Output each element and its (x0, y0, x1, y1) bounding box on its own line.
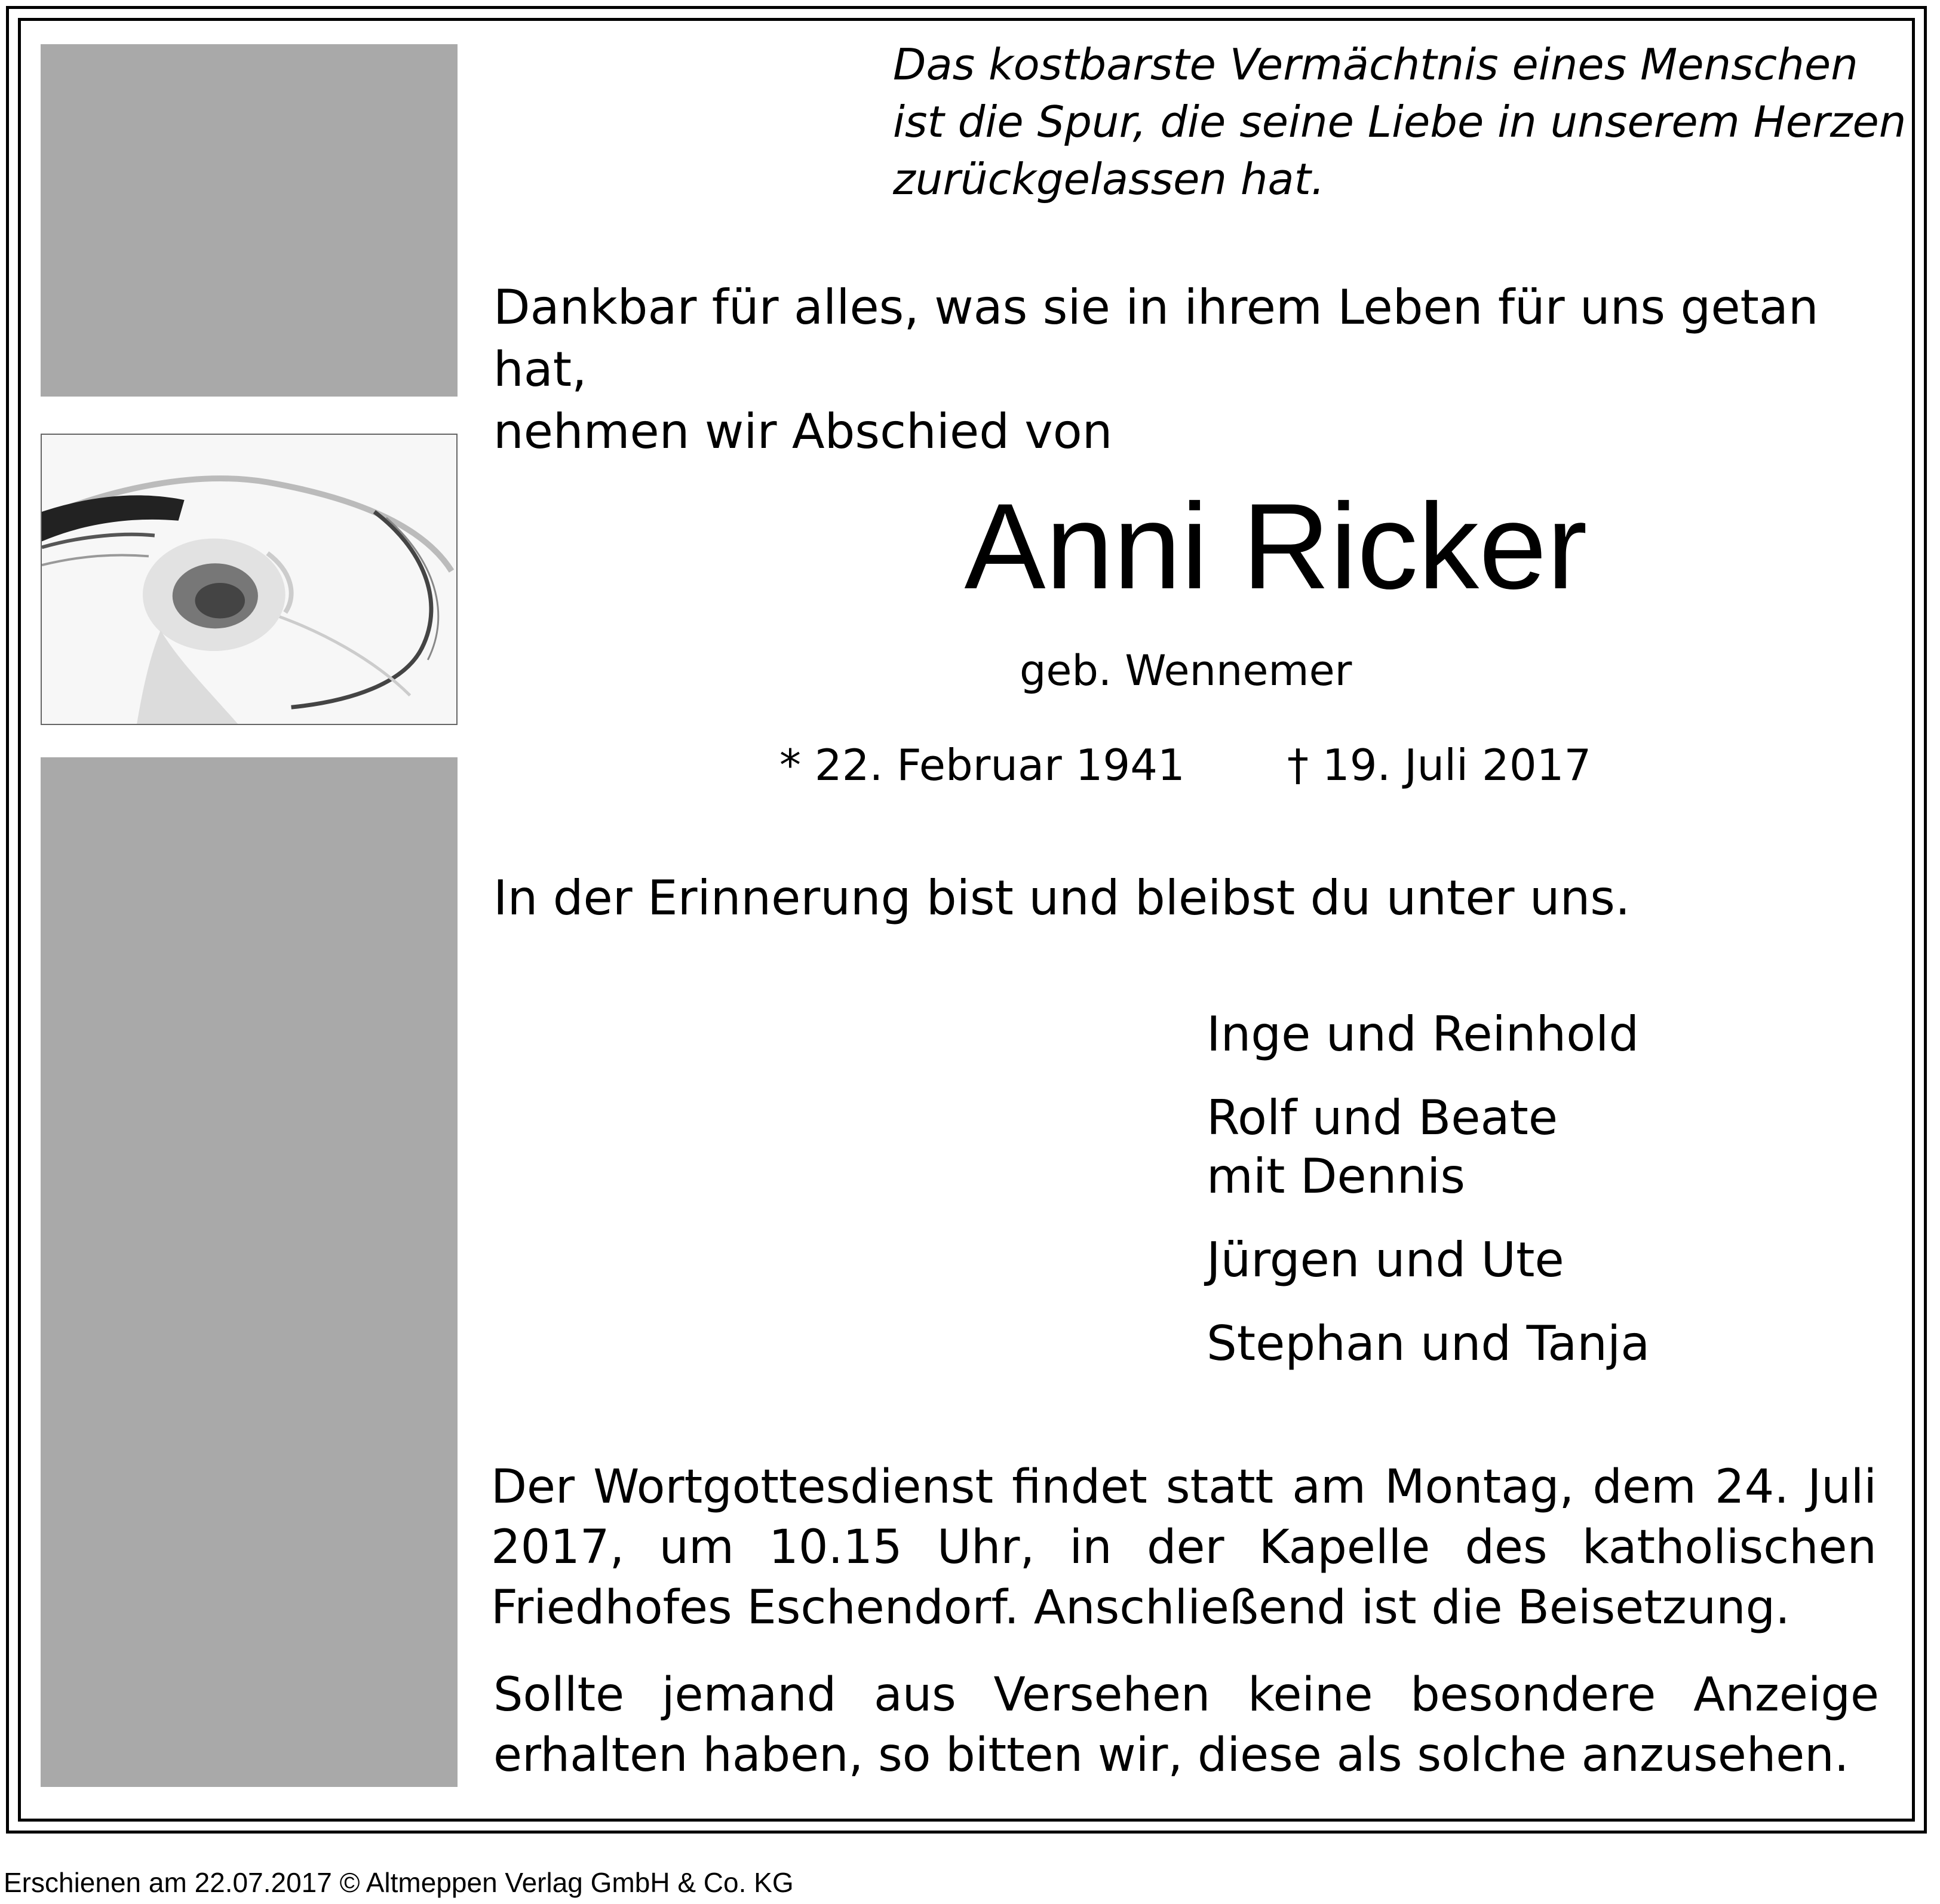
mourner-entry: Stephan und Tanja (1207, 1316, 1650, 1371)
birth-date: * 22. Februar 1941 (779, 740, 1185, 790)
mourner-entry: Rolf und Beate mit Dennis (1207, 1090, 1558, 1204)
intro-text: Dankbar für alles, was sie in ihrem Leben für uns getan hat, nehmen wir Abschied von (493, 280, 1819, 459)
calla-lily-photo (41, 434, 458, 725)
service-info: Der Wortgottesdienst findet statt am Montag, dem 24. Juli 2017, um 10.15 Uhr, in der Kapelle des katholischen Friedhofes Eschendorf. Anschließend ist die Beisetzung. (491, 1460, 1877, 1635)
memory-line: In der Erinnerung bist und bleibst du unter uns. (493, 870, 1631, 926)
deceased-name: Anni Ricker (964, 478, 1588, 615)
maiden-name: geb. Wennemer (1020, 646, 1352, 695)
mourner-entry: Inge und Reinhold (1207, 1006, 1640, 1062)
gray-block-bottom (41, 757, 458, 1787)
mourners-list (1207, 1005, 1893, 1398)
memorial-quote: Das kostbarste Vermächtnis eines Menschen ist die Spur, die seine Liebe in unserem Herzen zurückgelassen hat. (893, 39, 1907, 204)
gray-block-top (41, 44, 458, 397)
death-date: † 19. Juli 2017 (1287, 740, 1592, 790)
closing-note: Sollte jemand aus Versehen keine besondere Anzeige erhalten haben, so bitten wir, diese als solche anzusehen. (493, 1668, 1879, 1782)
publication-footer: Erschienen am 22.07.2017 © Altmeppen Verlag GmbH & Co. KG (4, 1867, 794, 1898)
mourner-entry: Jürgen und Ute (1207, 1232, 1564, 1288)
